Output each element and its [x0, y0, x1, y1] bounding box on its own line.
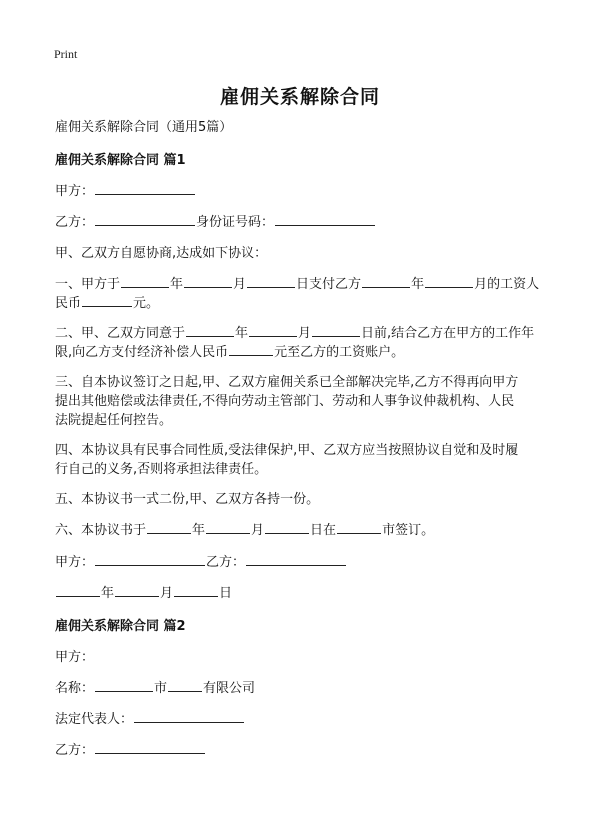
legal-rep-label: 法定代表人： — [55, 712, 134, 727]
blank — [95, 679, 153, 692]
item2-line2a: 限,向乙方支付经济补偿人民币 — [55, 345, 229, 360]
party-a-blank — [95, 182, 195, 195]
party-b-blank — [95, 213, 195, 226]
item1-line2a: 民币 — [55, 296, 82, 311]
blank — [121, 275, 169, 288]
item2-pre: 二、甲、乙双方同意于 — [55, 326, 186, 341]
item2-line2 — [55, 343, 404, 363]
name-label: 名称： — [55, 681, 95, 696]
item5: 五、本协议书一式二份,甲、乙双方各持一份。 — [55, 492, 320, 507]
item4-line1: 四、本协议具有民事合同性质,受法律保护,甲、乙双方应当按照协议自觉和及时履 — [55, 443, 519, 458]
blank — [312, 324, 360, 337]
blank — [168, 679, 202, 692]
blank — [56, 584, 100, 597]
section2-party-a: 甲方： — [55, 650, 95, 665]
date-year: 年 — [101, 586, 115, 601]
date-month: 月 — [160, 586, 174, 601]
print-link[interactable]: Print — [54, 47, 78, 61]
item1-line1 — [55, 275, 539, 295]
item6-year: 年 — [192, 523, 206, 538]
blank — [186, 324, 234, 337]
sign-a-label: 甲方： — [55, 555, 95, 570]
item2-month: 月 — [298, 326, 312, 341]
item2-year: 年 — [235, 326, 249, 341]
item6-city: 市签订。 — [382, 523, 435, 538]
item4-line2: 行自己的义务,否则将承担法律责任。 — [55, 462, 268, 477]
blank — [184, 275, 232, 288]
id-label: 身份证号码： — [196, 215, 275, 230]
item1-line2 — [55, 294, 159, 314]
city-label: 市 — [154, 681, 168, 696]
item1-pre: 一、甲方于 — [55, 277, 121, 292]
section1-heading: 雇佣关系解除合同 篇1 — [55, 153, 186, 168]
item3-line2: 提出其他赔偿或法律责任,不得向劳动主管部门、劳动和人事争议仲裁机构、人民 — [55, 394, 515, 409]
item2-line2b: 元至乙方的工资账户。 — [274, 345, 405, 360]
section2-party-b-line — [55, 741, 206, 761]
item1-line2b: 元。 — [133, 296, 160, 311]
legal-rep-blank — [134, 710, 244, 723]
id-blank — [275, 213, 375, 226]
item6 — [55, 521, 434, 541]
date-day: 日 — [219, 586, 233, 601]
sign-b-label: 乙方： — [206, 555, 246, 570]
sign-a-blank — [95, 553, 205, 566]
blank — [115, 584, 159, 597]
blank — [425, 275, 473, 288]
blank — [247, 275, 295, 288]
item1-month2: 月的工资人 — [474, 277, 540, 292]
blank — [206, 521, 250, 534]
company-label: 有限公司 — [203, 681, 256, 696]
section2-heading: 雇佣关系解除合同 篇2 — [55, 619, 186, 634]
item6-pre: 六、本协议书于 — [55, 523, 147, 538]
blank — [82, 294, 132, 307]
party-a-line — [55, 182, 196, 202]
blank — [174, 584, 218, 597]
blank — [265, 521, 309, 534]
document-title: 雇佣关系解除合同 — [219, 86, 380, 108]
item1-month: 月 — [233, 277, 247, 292]
intro: 甲、乙双方自愿协商,达成如下协议： — [55, 246, 268, 261]
section2-party-b-label: 乙方： — [55, 743, 95, 758]
blank — [147, 521, 191, 534]
item3-line1: 三、自本协议签订之日起,甲、乙双方雇佣关系已全部解决完毕,乙方不得再向甲方 — [55, 375, 519, 390]
legal-rep-line — [55, 710, 245, 730]
party-a-label: 甲方： — [55, 184, 95, 199]
item1-year: 年 — [170, 277, 184, 292]
party-b-label: 乙方： — [55, 215, 95, 230]
item1-year2: 年 — [411, 277, 425, 292]
section2-name-line — [55, 679, 255, 699]
date-line — [55, 584, 232, 604]
blank — [249, 324, 297, 337]
blank — [362, 275, 410, 288]
item3-line3: 法院提起任何控告。 — [55, 413, 173, 428]
item6-day: 日在 — [310, 523, 337, 538]
sign-b-blank — [246, 553, 346, 566]
party-b-line — [55, 213, 376, 233]
item2-rest: 日前,结合乙方在甲方的工作年 — [361, 326, 535, 341]
subtitle: 雇佣关系解除合同（通用5篇） — [55, 120, 233, 135]
section2-party-b-blank — [95, 741, 205, 754]
blank — [337, 521, 381, 534]
blank — [229, 343, 273, 356]
item1-day: 日支付乙方 — [296, 277, 362, 292]
sign-line — [55, 553, 347, 573]
item2-line1 — [55, 324, 534, 344]
item6-month: 月 — [251, 523, 265, 538]
